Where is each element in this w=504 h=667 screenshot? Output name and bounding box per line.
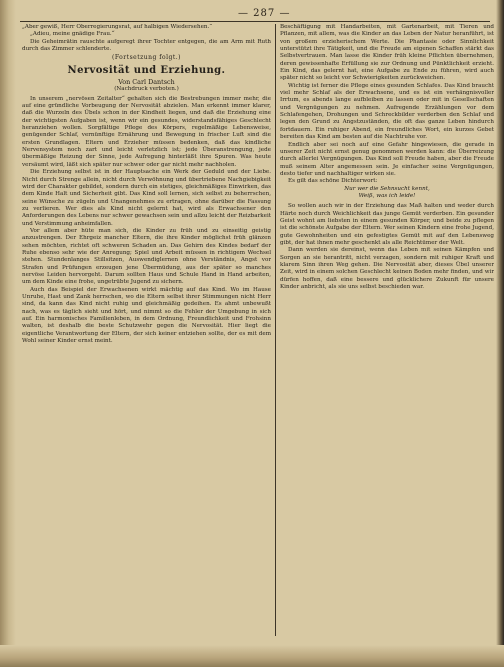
article-paragraph: In unserem „nervösen Zeitalter“ gehalten sich die Bestrebungen immer mehr, die auf eine gründliche Vorbeugung der Nervosität abzielen. Man erkennt immer klarer, daß die Wurzeln des Übels schon in der Kindheit liegen, und daß die Erziehung eine der wichtigsten Aufgaben ist, wenn wir ein gesundes, widerstandsfähiges Geschlecht heranziehen wollen. Sorgfältige Pflege des Körpers, regelmäßige Lebensweise, genügender Schlaf, vernünftige Ernährung und Bewegung in frischer Luft sind die ersten Grundlagen. Eltern und Erzieher müssen bedenken, daß das kindliche Nervensystem noch zart und leicht verletzlich ist; jede Überanstrengung, jede übermäßige Reizung der Sinne, jede Aufregung hinterläßt ihre Spuren. Was heute versäumt wird, läßt sich später nur schwer oder gar nicht mehr nachholen. xyxy=(22,95,271,168)
header-rule xyxy=(20,21,490,22)
page-binding-shadow xyxy=(0,0,16,667)
article-paragraph: Es gilt das schöne Dichterwort: xyxy=(288,178,378,185)
story-line: „Aber gewiß, Herr Oberregierungsrat, auf halbigen Wiedersehen.“ xyxy=(22,24,213,30)
article-paragraph: Auch das Beispiel der Erwachsenen wirkt mächtig auf das Kind. Wo im Hause Unruhe, Hast und Zank herrschen, wo die Eltern selbst ihrer Stimmungen nicht Herr sind, da kann das Kind nicht ruhig und gleichmäßig gedeihen. Es ahmt unbewußt nach, was es täglich sieht und hört, und nimmt so die Fehler der Umgebung in sich auf. Ein harmonisches Familienleben, in dem Ordnung, Freundlichkeit und Frohsinn walten, ist deshalb die beste Schutzwehr gegen die Nervosität. Hier liegt die eigentliche Verantwortung der Eltern, der sich keiner entziehen sollte, der es mit dem Wohl seiner Kinder ernst meint. xyxy=(22,286,271,345)
article-paragraph: Wichtig ist ferner die Pflege eines gesunden Schlafes. Das Kind braucht viel mehr Schlaf als der Erwachsene, und es ist ein verhängnisvoller Irrtum, es abends lange aufbleiben zu lassen oder mit in Gesellschaften und Vergnügungen zu nehmen. Aufregende Erzählungen vor dem Schlafengehen, Drohungen und Schreckbilder verderben den Schlaf und legen den Grund zu Angstzuständen, die oft das ganze Leben hindurch fortdauern. Ein ruhiger Abend, ein freundliches Wort, ein kurzes Gebet bereiten das Kind am besten auf die Nachtruhe vor. xyxy=(280,82,494,141)
verse-line: Nur wer die Sehnsucht kennt, xyxy=(344,185,430,192)
column-divider xyxy=(275,24,276,636)
story-line: „Adieu, meine gnädige Frau.“ xyxy=(30,31,115,38)
article-title: Nervosität und Erziehung. xyxy=(67,64,226,76)
continuation-note: (Fortsetzung folgt.) xyxy=(112,54,181,62)
article-paragraph: Beschäftigung mit Handarbeiten, mit Gartenarbeit, mit Tieren und Pflanzen, mit allem, was die Kinder an das Leben der Natur heranführt, ist von großem erzieherischem Werte. Die Phantasie oder Sinnlichkeit unterstützt ihre Tätigkeit, und die Freude am eigenen Schaffen stärkt das Selbstvertrauen. Man lasse die Kinder früh kleine Pflichten übernehmen, deren gewissenhafte Erfüllung sie zur Ordnung und Pünktlichkeit erzieht. Ein Kind, das gelernt hat, eine Aufgabe zu Ende zu führen, wird auch später nicht so leicht vor Schwierigkeiten zurückweichen. xyxy=(280,24,494,82)
page-bottom-edge xyxy=(0,645,504,667)
right-column xyxy=(280,24,494,634)
reprint-notice: (Nachdruck verboten.) xyxy=(114,85,179,92)
page-number: — 287 — xyxy=(238,8,291,19)
article-paragraph: Dann werden sie dereinst, wenn das Leben mit seinen Kämpfen und Sorgen an sie herantritt, nicht verzagen, sondern mit ruhiger Kraft und klarem Sinn ihren Weg gehen. Die Nervosität aber, dieses Übel unserer Zeit, wird in einem solchen Geschlecht keinen Boden mehr finden, und wir dürfen hoffen, daß eine bessere und glücklichere Zukunft für unsere Kinder anbricht, als sie uns selbst beschieden war. xyxy=(280,247,494,291)
article-paragraph: Vor allem aber hüte man sich, die Kinder zu früh und zu einseitig geistig anzustrengen. Der Ehrgeiz mancher Eltern, die ihre Kinder möglichst früh glänzen sehen möchten, richtet oft schweren Schaden an. Das Gehirn des Kindes bedarf der Ruhe ebenso sehr wie der Anregung; Spiel und Arbeit müssen in richtigem Wechsel stehen. Stundenlanges Stillsitzen, Auswendiglernen ohne Verständnis, Angst vor Strafen und Prüfungen erzeugen jene Übermüdung, aus der später so manches nervöse Leiden hervorgeht. Darum sollten Haus und Schule Hand in Hand arbeiten, um dem Kinde eine frohe, ungetrübte Jugend zu sichern. xyxy=(22,227,271,286)
page-right-edge xyxy=(496,0,504,667)
article-paragraph: So wollen auch wir in der Erziehung das Maß halten und weder durch Härte noch durch Weichlichkeit das junge Gemüt verderben. Ein gesunder Geist wohnt am liebsten in einem gesunden Körper, und beide zu pflegen ist die schönste Aufgabe der Eltern. Wer seinen Kindern eine frohe Jugend, gute Gewohnheiten und ein gefestigtes Gemüt mit auf den Lebensweg gibt, der hat ihnen mehr geschenkt als alle Reichtümer der Welt. xyxy=(280,203,494,246)
left-column xyxy=(22,24,271,634)
article-paragraph: Endlich aber sei noch auf eine Gefahr hingewiesen, die gerade in unserer Zeit nicht ernst genug genommen werden kann: die Überreizung durch allerlei Vergnügungen. Das Kind soll Freude haben, aber die Freude muß seinem Alter angemessen sein. Je einfacher seine Vergnügungen, desto tiefer und nachhaltiger wirken sie. xyxy=(280,141,494,177)
verse-line: Weiß, was ich leide! xyxy=(358,192,416,199)
article-byline: Von Carl Dantsch xyxy=(118,77,175,86)
article-paragraph: Die Erziehung selbst ist in der Hauptsache ein Werk der Geduld und der Liebe. Nicht durch Strenge allein, nicht durch Verwöhnung und übertriebene Nachgiebigkeit wird der Charakter gebildet, sondern durch ein stetiges, gleichmäßiges Einwirken, das dem Kinde Halt und Sicherheit gibt. Das Kind soll lernen, sich selbst zu beherrschen, seine Wünsche zu zügeln und Unangenehmes zu ertragen, ohne darüber die Fassung zu verlieren. Wer dies als Kind nicht gelernt hat, wird als Erwachsener den Anforderungen des Lebens nur schwer gewachsen sein und allzu leicht der Reizbarkeit und Verstimmung anheimfallen. xyxy=(22,169,271,227)
story-line: Die Geheimrätin rauschte aufgeregt ihrer Tochter entgegen, die am Arm mit Ruth durch das Zimmer schlenderte. xyxy=(22,38,271,53)
